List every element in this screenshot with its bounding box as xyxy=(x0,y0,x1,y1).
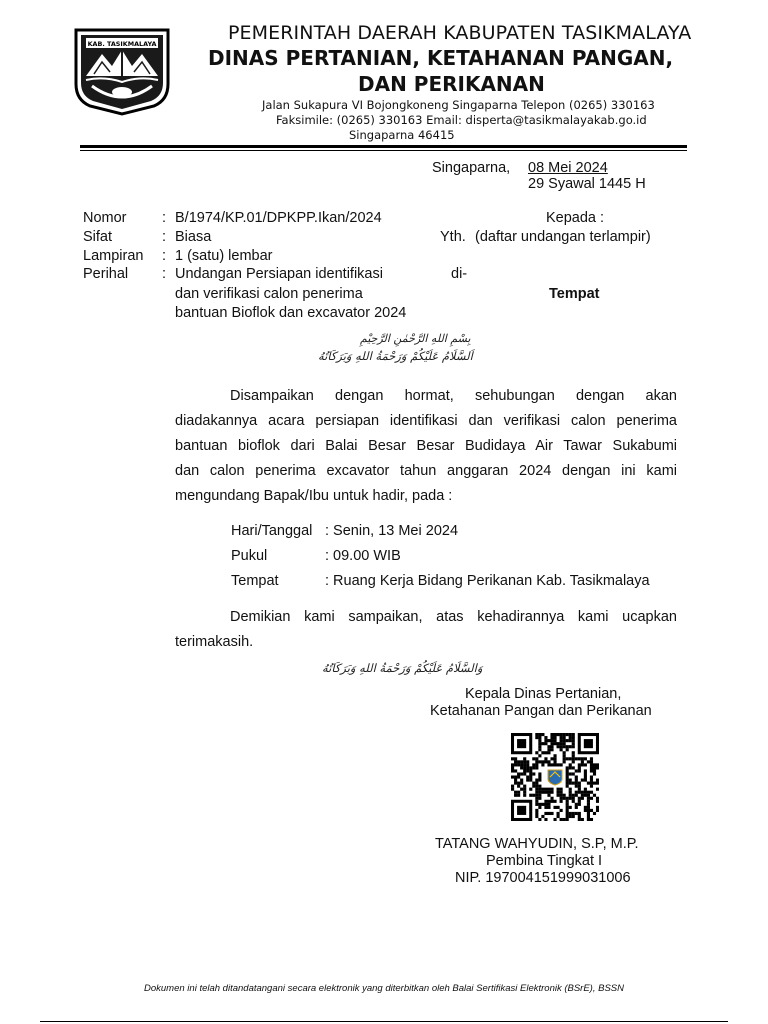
nomor-label: Nomor xyxy=(83,210,127,226)
body-p1-line-5: mengundang Bapak/Ibu untuk hadir, pada : xyxy=(175,488,453,504)
perihal-colon: : xyxy=(162,266,167,282)
lampiran-label: Lampiran xyxy=(83,248,144,264)
sifat-colon: : xyxy=(162,229,167,245)
perihal-label: Perihal xyxy=(83,266,129,282)
nomor-value: B/1974/KP.01/DPKPP.Ikan/2024 xyxy=(175,210,382,226)
letterhead-rule-thin xyxy=(80,150,687,151)
body-p2-line-2: terimakasih. xyxy=(175,634,254,650)
body-paragraph-2 xyxy=(175,605,677,655)
date-masehi: 08 Mei 2024 xyxy=(528,160,608,176)
letterhead-rule-thick xyxy=(80,145,687,148)
tempat-acara-value: : Ruang Kerja Bidang Perikanan Kab. Tasikmalaya xyxy=(325,573,650,589)
signer-title-1: Kepala Dinas Pertanian, xyxy=(465,686,622,702)
perihal-line2: dan verifikasi calon penerima xyxy=(175,286,363,302)
perihal-line1: Undangan Persiapan identifikasi xyxy=(175,266,383,282)
hari-value: : Senin, 13 Mei 2024 xyxy=(325,523,459,539)
body-p1-line-3: bantuan bioflok dari Balai Besar Besar Budidaya Air Tawar Sukabumi xyxy=(175,438,677,454)
signer-rank: Pembina Tingkat I xyxy=(486,853,603,869)
letterhead-agency: DINAS PERTANIAN, KETAHANAN PANGAN, xyxy=(208,46,674,70)
logo-text: KAB. TASIKMALAYA xyxy=(87,40,157,48)
tempat-label: Tempat xyxy=(549,286,600,302)
signer-name: TATANG WAHYUDIN, S.P, M.P. xyxy=(435,836,639,852)
date-hijri: 29 Syawal 1445 H xyxy=(528,176,646,192)
lampiran-value: 1 (satu) lembar xyxy=(175,248,273,264)
salam-closing-calligraphy: وَالسَّلَامُ عَلَيْكُمْ وَرَحْمَةُ اللهِ وَبَرَكَاتُهُ xyxy=(322,661,483,675)
lampiran-colon: : xyxy=(162,248,167,264)
pukul-value: : 09.00 WIB xyxy=(325,548,401,564)
basmalah-calligraphy: بِسْمِ اللهِ الرَّحْمٰنِ الرَّحِيْمِ xyxy=(360,332,471,345)
letterhead-government: PEMERINTAH DAERAH KABUPATEN TASIKMALAYA xyxy=(228,22,692,44)
kepada-label: Kepada : xyxy=(546,210,605,226)
recipient-name: (daftar undangan terlampir) xyxy=(475,229,651,245)
date-place: Singaparna, xyxy=(432,160,511,176)
letterhead-city-postal: Singaparna 46415 xyxy=(349,128,455,142)
signer-title-2: Ketahanan Pangan dan Perikanan xyxy=(430,703,652,719)
letterhead-agency-cont: DAN PERIKANAN xyxy=(358,72,545,96)
regency-logo xyxy=(72,26,172,116)
body-p2-line-1: Demikian kami sampaikan, atas kehadirannya kami ucapkan xyxy=(230,609,677,625)
signature-qr-code xyxy=(511,733,599,821)
body-p1-line-2: diadakannya acara persiapan identifikasi dan verifikasi calon penerima xyxy=(175,413,677,429)
salam-opening-calligraphy: اَلسَّلَامُ عَلَيْكُمْ وَرَحْمَةُ اللهِ وَبَرَكَاتُهُ xyxy=(318,349,473,363)
esign-footer-note: Dokumen ini telah ditandatangani secara elektronik yang diterbitkan oleh Balai Sertifikasi Elektronik (BSrE), BSSN xyxy=(144,983,624,994)
yth-label: Yth. xyxy=(440,229,466,245)
body-p1-line-1: Disampaikan dengan hormat, sehubungan dengan akan xyxy=(230,388,677,404)
di-label: di- xyxy=(451,266,468,282)
body-p1-line-4: dan calon penerima excavator tahun anggaran 2024 dengan ini kami xyxy=(175,463,677,479)
sifat-value: Biasa xyxy=(175,229,212,245)
pukul-label: Pukul xyxy=(231,548,268,564)
nomor-colon: : xyxy=(162,210,167,226)
signer-nip: NIP. 197004151999031006 xyxy=(455,870,631,886)
letterhead-address: Jalan Sukapura VI Bojongkoneng Singaparna Telepon (0265) 330163 xyxy=(262,98,655,112)
letterhead-fax-email: Faksimile: (0265) 330163 Email: disperta@tasikmalayakab.go.id xyxy=(276,113,647,127)
hari-label: Hari/Tanggal xyxy=(231,523,313,539)
perihal-line3: bantuan Bioflok dan excavator 2024 xyxy=(175,305,407,321)
bottom-rule xyxy=(40,1021,728,1022)
body-paragraph-1 xyxy=(175,384,677,509)
tempat-acara-label: Tempat xyxy=(231,573,279,589)
sifat-label: Sifat xyxy=(83,229,113,245)
qr-center-emblem xyxy=(546,768,564,786)
